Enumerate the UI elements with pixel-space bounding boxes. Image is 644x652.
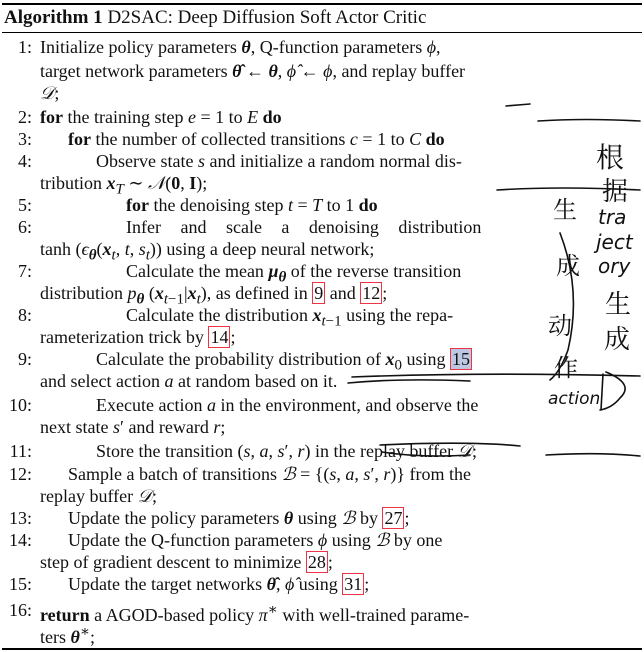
line-10-row-1: Execute action a in the environment, and observe the bbox=[96, 395, 479, 415]
line-number: 8: bbox=[17, 305, 32, 325]
line-7-row-2: distribution $p_\theta$ $(x_{t-1}|x_t)$, as defined in 9 and 12 ; bbox=[40, 283, 388, 308]
algorithm-name: D2SAC: Deep Diffusion Soft Actor Critic bbox=[107, 7, 427, 28]
eq-ref-15[interactable]: 15 bbox=[451, 349, 470, 369]
line-number: 15: bbox=[8, 574, 32, 594]
eq-ref-9[interactable]: 9 bbox=[314, 283, 324, 303]
handwritten-char: ject bbox=[596, 230, 633, 254]
pen-stroke bbox=[497, 188, 640, 190]
pen-stroke bbox=[600, 372, 625, 410]
handwritten-char: 成 bbox=[556, 252, 580, 280]
line-number: 12: bbox=[8, 464, 32, 484]
line-number: 14: bbox=[8, 530, 32, 550]
eq-ref-28[interactable]: 28 bbox=[307, 552, 326, 572]
line-9-row-1: Calculate the probability distribution of $x_0$ using 15 bbox=[96, 349, 470, 374]
line-6-row-1: Infer and scale a denoising distribution bbox=[126, 217, 482, 237]
handwritten-char: 根 bbox=[596, 141, 625, 174]
eq-ref-27[interactable]: 27 bbox=[384, 508, 403, 528]
line-13: Update the policy parameters θ using ℬ by 27 ; bbox=[68, 508, 410, 528]
line-number: 4: bbox=[17, 151, 32, 171]
line-4-row-2: tribution $x_T$ ∼ 𝒩(0, I); bbox=[40, 173, 208, 198]
handwritten-char: ory bbox=[598, 254, 631, 278]
handwritten-word: action bbox=[548, 389, 601, 409]
line-16-row-2: ters θ∗; bbox=[40, 624, 96, 647]
line-8-row-2: rameterization trick by 14 ; bbox=[40, 327, 236, 347]
handwritten-char: 动 bbox=[548, 312, 572, 340]
line-number: 7: bbox=[17, 261, 32, 281]
line-7-row-1: Calculate the mean $\mu_\theta$ of the reverse transition bbox=[126, 261, 462, 286]
line-number: 13: bbox=[8, 508, 32, 528]
line-16-row-1: return a AGOD-based policy π∗ with well-trained parame- bbox=[40, 602, 470, 625]
line-14-row-1: Update the Q-function parameters ϕ using ℬ by one bbox=[68, 530, 443, 550]
line-number: 10: bbox=[8, 395, 32, 415]
pen-stroke bbox=[538, 120, 640, 122]
handwritten-char: 生 bbox=[553, 196, 577, 224]
line-1-row-2: target network parameters θ̂ ← θ, ϕ̂ ← ϕ, and replay buffer bbox=[40, 61, 466, 81]
pen-stroke bbox=[601, 374, 603, 410]
eq-ref-31[interactable]: 31 bbox=[344, 574, 363, 594]
line-number: 9: bbox=[17, 349, 32, 369]
line-15: Update the target networks θ̂, ϕ̂ using 31 ; bbox=[68, 574, 370, 594]
eq-ref-12[interactable]: 12 bbox=[362, 283, 381, 303]
line-4-row-1: Observe state s and initialize a random normal dis- bbox=[96, 151, 462, 171]
pen-stroke bbox=[550, 233, 573, 380]
line-3: for the number of collected transitions c = 1 to C do bbox=[68, 129, 445, 149]
line-number: 2: bbox=[17, 107, 32, 127]
line-8-row-1: Calculate the distribution $x_{t-1}$ using the repa- bbox=[126, 305, 454, 330]
line-number: 5: bbox=[17, 195, 32, 215]
line-5: for the denoising step t = T to 1 do bbox=[126, 195, 378, 215]
line-number: 16: bbox=[8, 600, 32, 620]
line-9-row-2: and select action a at random based on it. bbox=[40, 371, 338, 391]
line-2: for the training step e = 1 to E do bbox=[40, 107, 282, 127]
bottom-rule bbox=[2, 648, 642, 650]
handwritten-char: 生 bbox=[605, 290, 632, 320]
line-12-row-2: replay buffer 𝒟; bbox=[40, 486, 158, 506]
line-11: Store the transition (s, a, s′, r) in the replay buffer 𝒟; bbox=[96, 441, 477, 461]
line-1-row-1: Initialize policy parameters θ, Q-function parameters ϕ, bbox=[40, 37, 441, 57]
line-12-row-1: Sample a batch of transitions ℬ = {(s, a, s′, r)} from the bbox=[68, 464, 472, 484]
pen-stroke bbox=[506, 104, 530, 106]
line-number: 6: bbox=[17, 217, 32, 237]
algorithm-title bbox=[4, 7, 426, 29]
eq-ref-14[interactable]: 14 bbox=[210, 327, 229, 347]
algorithm-label: Algorithm 1 bbox=[4, 7, 103, 28]
line-10-row-2: next state s′ and reward r; bbox=[40, 417, 226, 437]
line-14-row-2: step of gradient descent to minimize 28 ; bbox=[40, 552, 333, 572]
line-number: 3: bbox=[17, 129, 32, 149]
line-number: 11: bbox=[9, 441, 32, 461]
handwritten-char: tra bbox=[598, 205, 627, 229]
handwritten-char: 据 bbox=[602, 177, 629, 207]
handwritten-char: 成 bbox=[604, 325, 631, 355]
pen-stroke bbox=[546, 454, 640, 456]
handwritten-char: 作 bbox=[554, 354, 578, 382]
pen-stroke bbox=[348, 380, 470, 383]
line-1-row-3: 𝒟; bbox=[40, 83, 60, 103]
title-rule bbox=[2, 32, 642, 33]
top-rule bbox=[2, 3, 642, 5]
line-6-row-2: $\tanh (\epsilon_\theta(x_t$, t, $s_t$)) using a deep neural network; bbox=[40, 239, 375, 264]
line-number: 1: bbox=[17, 37, 32, 57]
